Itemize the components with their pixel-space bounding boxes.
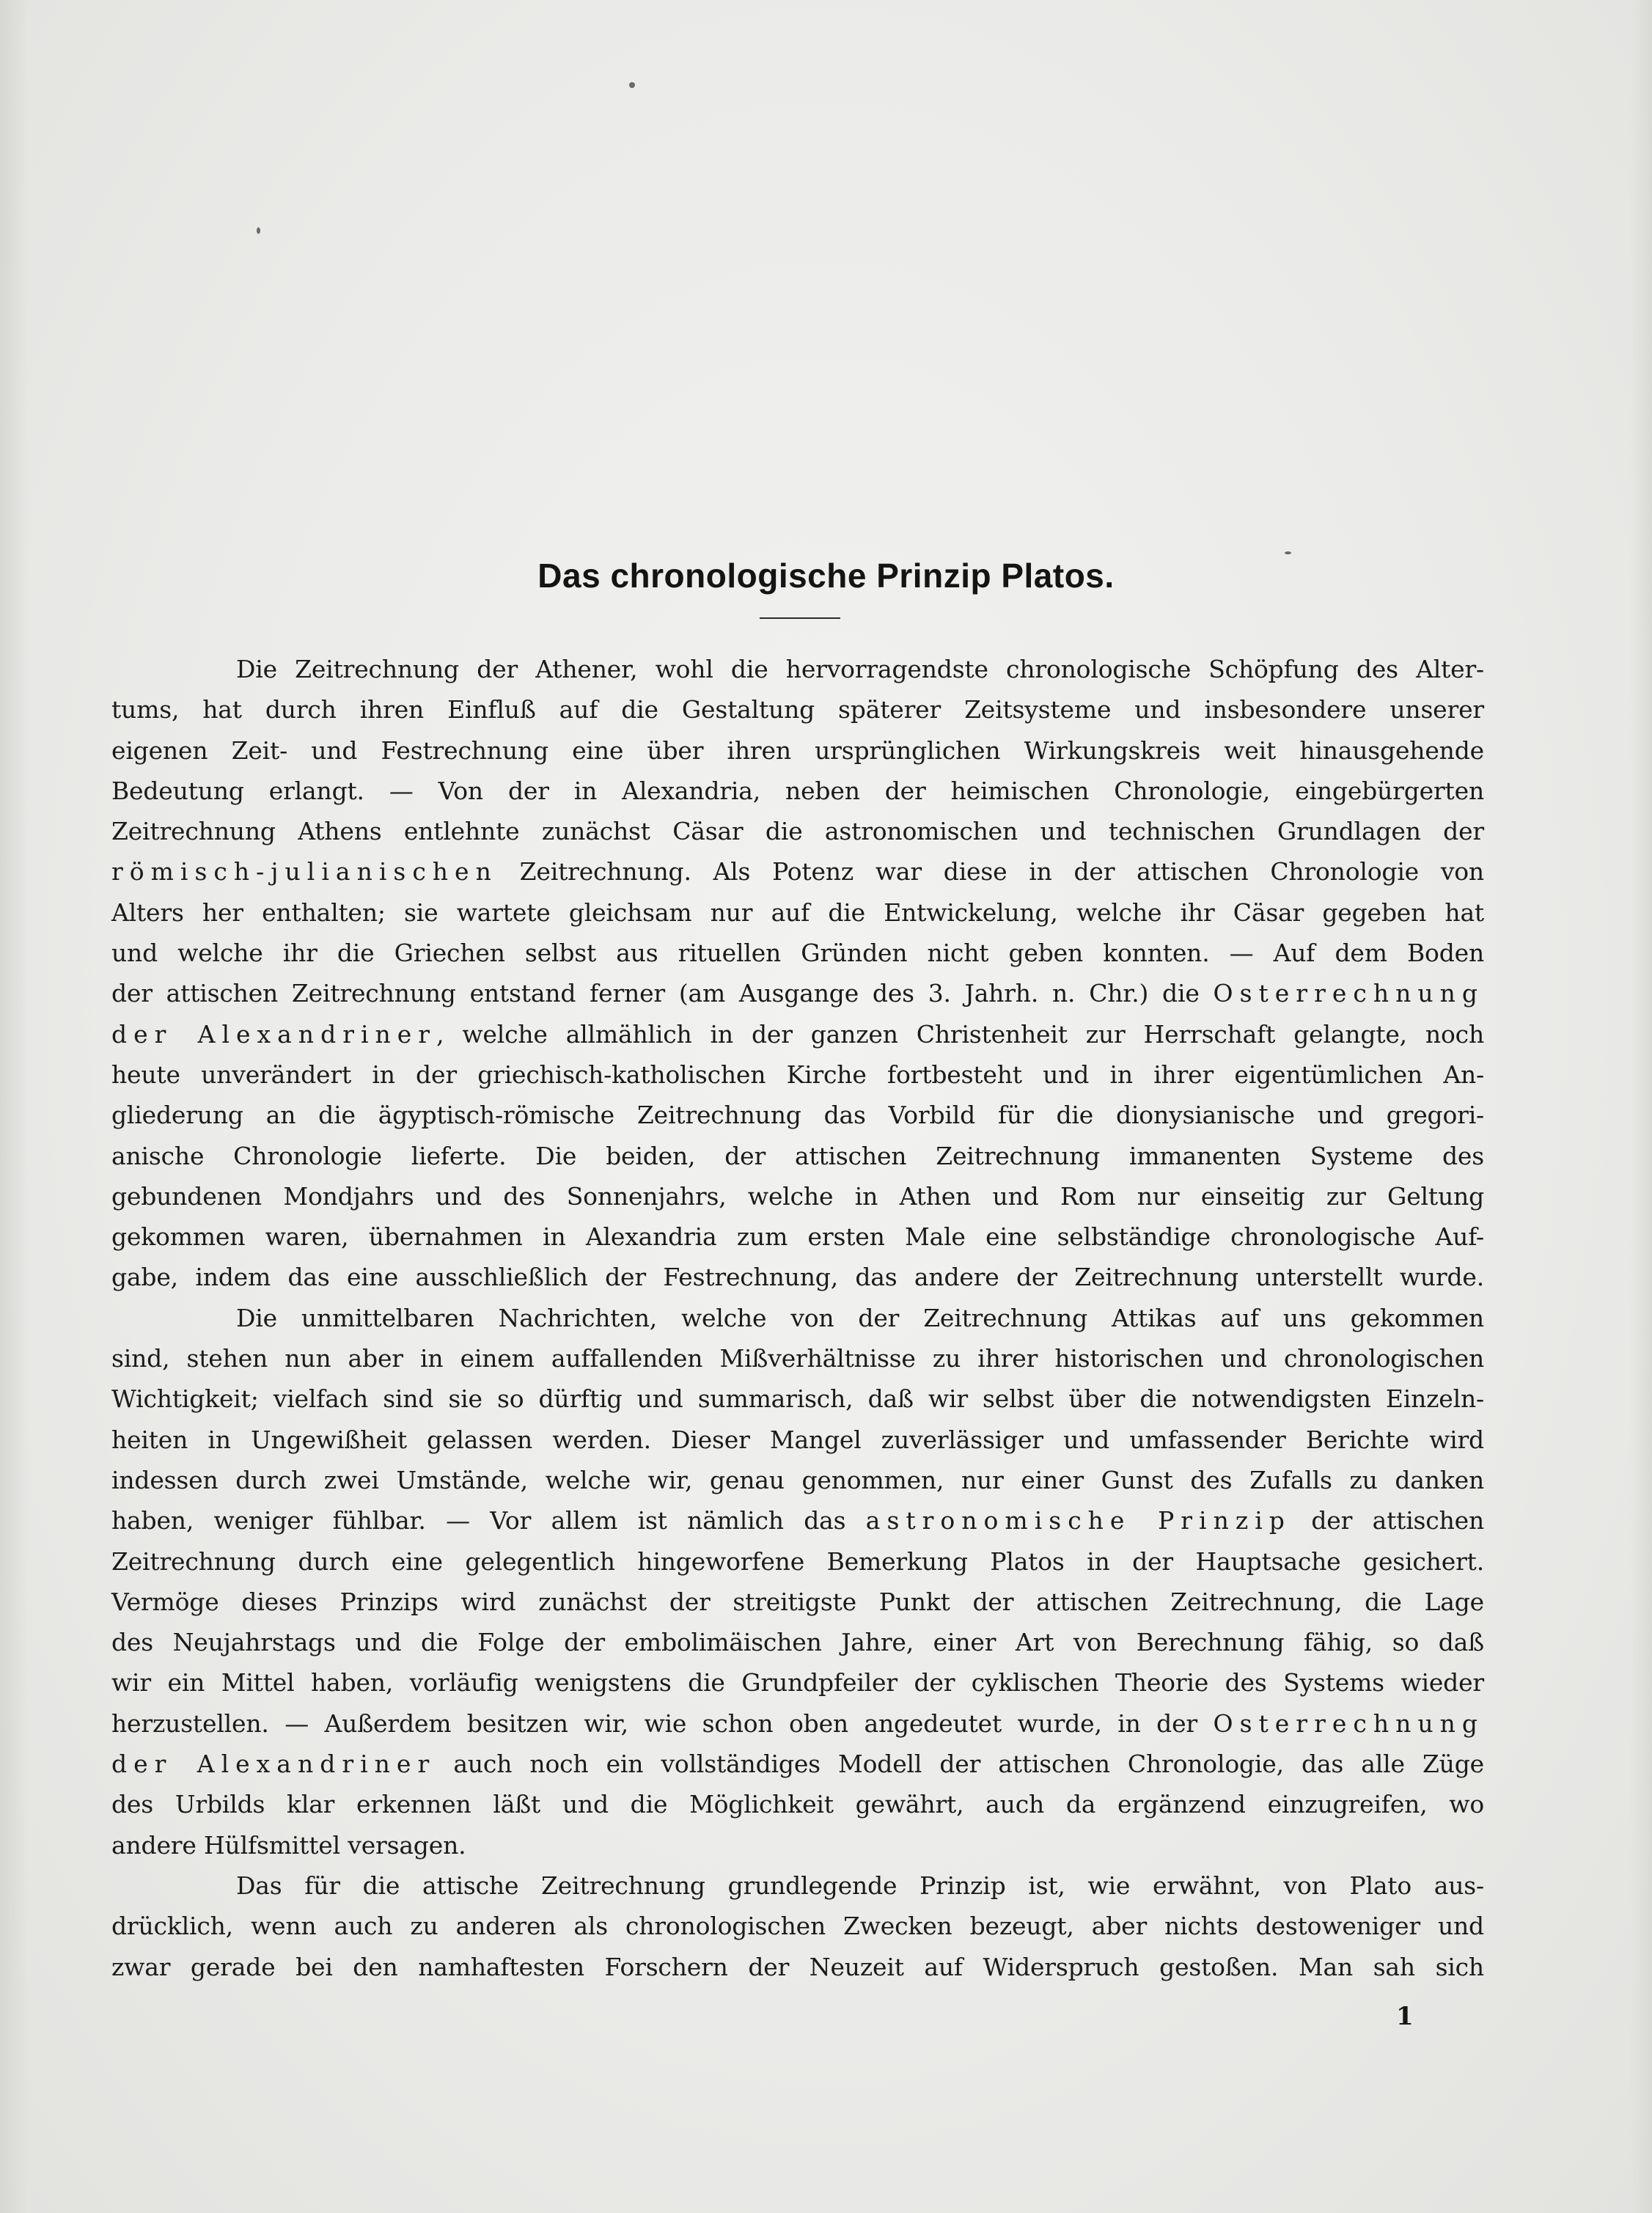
scan-speck [629, 82, 635, 88]
text-line: eigenen Zeit- und Festrechnung eine über ihren ursprünglichen Wirkungskreis weit hinausgehende [111, 735, 1484, 765]
text-line: Das für die attische Zeitrechnung grundlegende Prinzip ist, wie erwähnt, von Plato aus- [236, 1871, 1484, 1900]
text-line: haben, weniger fühlbar. — Vor allem ist nämlich das astronomische Prinzip der attischen [111, 1506, 1484, 1535]
text-line: herzustellen. — Außerdem besitzen wir, wie schon oben angedeutet wurde, in der Osterrechnung [111, 1709, 1484, 1738]
text-line: Vermöge dieses Prinzips wird zunächst der streitigste Punkt der attischen Zeitrechnung, die Lage [111, 1587, 1484, 1616]
text-line: anische Chronologie lieferte. Die beiden, der attischen Zeitrechnung immanenten Systeme des [111, 1141, 1484, 1170]
text-line: Zeitrechnung Athens entlehnte zunächst Cäsar die astronomischen und technischen Grundlagen der [111, 817, 1484, 846]
spaced-term: römisch-julianischen [111, 857, 498, 887]
spaced-term: der Alexandriner [111, 1750, 436, 1779]
text-line: heute unverändert in der griechisch-katholischen Kirche fortbesteht und in ihrer eigentümlichen An- [111, 1060, 1484, 1089]
text-line: der attischen Zeitrechnung entstand ferner (am Ausgange des 3. Jahrh. n. Chr.) die Osterrechnung [111, 979, 1484, 1008]
spaced-term: der Alexandriner [111, 1019, 437, 1049]
text-line: Die Zeitrechnung der Athener, wohl die hervorragendste chronologische Schöpfung des Alter- [236, 655, 1484, 683]
page-shadow-left [0, 0, 29, 2213]
text-line: gebundenen Mondjahrs und des Sonnenjahrs, welche in Athen und Rom nur einseitig zur Geltung [111, 1181, 1484, 1211]
text-line: Die unmittelbaren Nachrichten, welche von der Zeitrechnung Attikas auf uns gekommen [236, 1303, 1484, 1332]
text-line: wir ein Mittel haben, vorläufig wenigstens die Grundpfeiler der cyklischen Theorie des Systems wieder [111, 1668, 1484, 1698]
text-line: römisch-julianischen Zeitrechnung. Als Potenz war diese in der attischen Chronologie von [111, 857, 1484, 887]
text-line: sind, stehen nun aber in einem auffallenden Mißverhältnisse zu ihrer historischen und chronologischen [111, 1344, 1484, 1373]
text-line: der Alexandriner, welche allmählich in der ganzen Christenheit zur Herrschaft gelangte, noch [111, 1019, 1484, 1049]
text-line: des Urbilds klar erkennen läßt und die Möglichkeit gewährt, auch da ergänzend einzugreifen, wo [111, 1790, 1484, 1819]
page-shadow-right [1630, 0, 1652, 2213]
text-line: Wichtigkeit; vielfach sind sie so dürftig und summarisch, daß wir selbst über die notwendigsten Einzeln- [111, 1384, 1484, 1414]
scan-speck [1285, 551, 1291, 554]
text-line: Bedeutung erlangt. — Von der in Alexandria, neben der heimischen Chronologie, eingebürgerten [111, 776, 1484, 805]
page-title: Das chronologische Prinzip Platos. [537, 557, 1115, 595]
text-line: und welche ihr die Griechen selbst aus rituellen Gründen nicht geben konnten. — Auf dem Boden [111, 939, 1484, 968]
text-line: heiten in Ungewißheit gelassen werden. Dieser Mangel zuverlässiger und umfassender Berichte wird [111, 1425, 1484, 1454]
text-line: des Neujahrstags und die Folge der embolimäischen Jahre, einer Art von Berechnung fähig, so daß [111, 1628, 1484, 1657]
text-line: Alters her enthalten; sie wartete gleichsam nur auf die Entwickelung, welche ihr Cäsar gegeben hat [111, 898, 1484, 927]
spaced-term: astronomische Prinzip [865, 1506, 1291, 1535]
title-divider [760, 617, 840, 619]
body-text [111, 649, 1484, 1987]
spaced-term: Osterrechnung [1213, 979, 1484, 1008]
text-line: gekommen waren, übernahmen in Alexandria zum ersten Male eine selbständige chronologische Auf- [111, 1222, 1484, 1252]
scan-speck [257, 227, 260, 234]
page-number: 1 [1396, 2002, 1414, 2031]
spaced-term: Osterrechnung [1213, 1709, 1484, 1738]
text-line: drücklich, wenn auch zu anderen als chronologischen Zwecken bezeugt, aber nichts destoweniger und [111, 1912, 1484, 1941]
text-line: gliederung an die ägyptisch-römische Zeitrechnung das Vorbild für die dionysianische und gregori- [111, 1101, 1484, 1130]
text-line: der Alexandriner auch noch ein vollständiges Modell der attischen Chronologie, das alle Züge [111, 1750, 1484, 1779]
text-line: indessen durch zwei Umstände, welche wir, genau genommen, nur einer Gunst des Zufalls zu danken [111, 1465, 1484, 1494]
text-line: zwar gerade bei den namhaftesten Forschern der Neuzeit auf Widerspruch gestoßen. Man sah sich [111, 1952, 1484, 1981]
text-line: andere Hülfsmittel versagen. [111, 1830, 466, 1860]
text-line: Zeitrechnung durch eine gelegentlich hingeworfene Bemerkung Platos in der Hauptsache gesichert. [111, 1546, 1484, 1576]
text-line: gabe, indem das eine ausschließlich der Festrechnung, das andere der Zeitrechnung unterstellt wurde. [111, 1263, 1484, 1292]
text-line: tums, hat durch ihren Einfluß auf die Gestaltung späterer Zeitsysteme und insbesondere unserer [111, 695, 1484, 724]
